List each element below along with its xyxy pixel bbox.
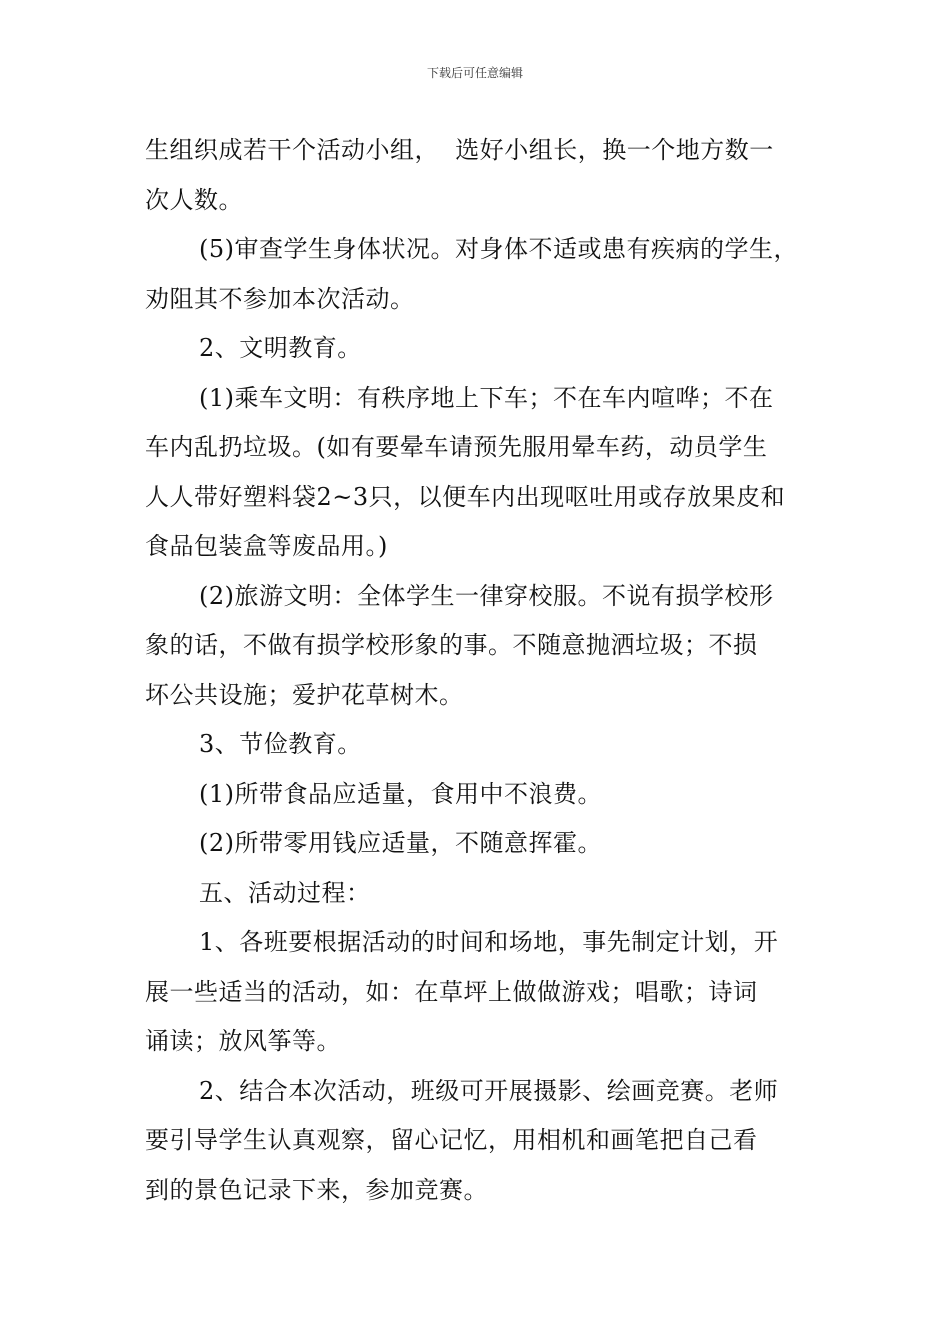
text-line: 食品包装盒等废品用。) [145,532,388,560]
text-line: 车内乱扔垃圾。(如有要晕车请预先服用晕车药，动员学生 [145,433,768,461]
text-line: (1)乘车文明：有秩序地上下车；不在车内喧哗；不在 [199,383,774,412]
text-line: (1)所带食品应适量，食用中不浪费。 [199,779,602,808]
text-line: (2)旅游文明：全体学生一律穿校服。不说有损学校形 [199,581,774,610]
text-line: 诵读；放风筝等。 [145,1027,341,1055]
text-line: 象的话，不做有损学校形象的事。不随意抛洒垃圾；不损 [145,631,758,659]
text-line: 次人数。 [145,185,243,214]
text-line: 要引导学生认真观察，留心记忆，用相机和画笔把自己看 [145,1126,758,1154]
page-header: 下载后可任意编辑 [426,66,523,80]
section-heading: 五、活动过程： [199,878,371,907]
text-line: 人人带好塑料袋2~3只，以便车内出现呕吐用或存放果皮和 [145,482,786,511]
text-line: 2、结合本次活动，班级可开展摄影、绘画竞赛。老师 [199,1076,779,1105]
document-body [145,126,825,1215]
text-line: 到的景色记录下来，参加竞赛。 [145,1175,488,1204]
text-line: (2)所带零用钱应适量，不随意挥霍。 [199,829,602,857]
section-heading: 2、文明教育。 [199,334,362,362]
section-heading: 3、节俭教育。 [199,730,362,758]
text-line: 展一些适当的活动，如：在草坪上做做游戏；唱歌；诗词 [145,977,758,1006]
text-line: 生组织成若干个活动小组， 选好小组长，换一个地方数一 [145,136,774,164]
text-line: 1、各班要根据活动的时间和场地，事先制定计划，开 [199,928,779,956]
text-line: 坏公共设施；爱护花草树木。 [145,680,464,709]
text-line: 劝阻其不参加本次活动。 [145,284,415,313]
text-line: (5)审查学生身体状况。对身体不适或患有疾病的学生， [199,235,798,263]
